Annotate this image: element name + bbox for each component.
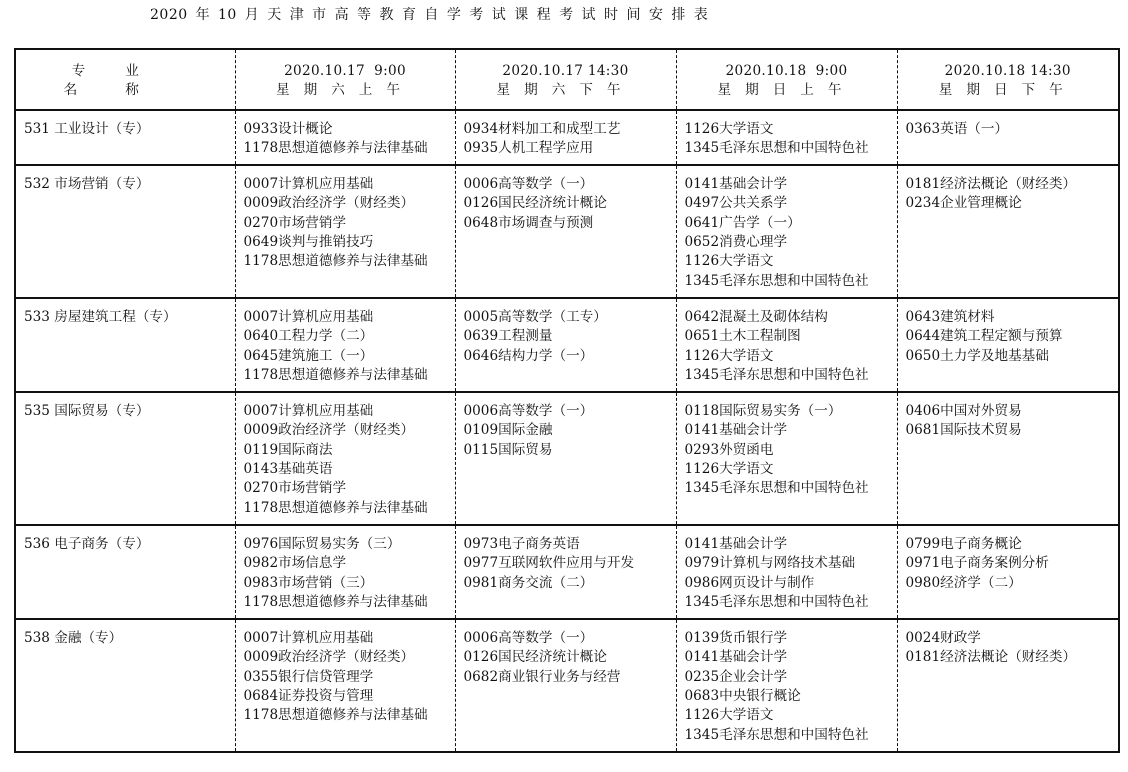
session-date: 2020.10.17 14:30	[502, 63, 629, 79]
session-cell	[455, 298, 676, 392]
course-item: 0406中国对外贸易	[905, 403, 1022, 420]
course-item: 0646结构力学（一）	[463, 347, 594, 364]
session-cell	[676, 110, 897, 166]
course-item: 0235企业会计学	[684, 668, 788, 685]
course-item: 0651土木工程制图	[684, 328, 801, 345]
course-item: 0980经济学（二）	[905, 574, 1022, 591]
session-cell	[897, 392, 1119, 525]
course-item: 0363英语（一）	[905, 120, 1009, 137]
session-header-1	[235, 49, 455, 110]
course-item: 0799电子商务概论	[905, 535, 1022, 552]
course-item: 0009政治经济学（财经类）	[243, 195, 415, 212]
course-item: 0684证券投资与管理	[243, 688, 374, 705]
course-item: 0139货币银行学	[684, 630, 788, 647]
course-item: 1345毛泽东思想和中国特色社	[684, 480, 869, 497]
session-cell	[235, 165, 455, 298]
schedule-body	[15, 110, 1119, 752]
session-header-4	[897, 49, 1119, 110]
session-header-2	[455, 49, 676, 110]
course-item: 1178思想道德修养与法律基础	[243, 499, 428, 516]
course-item: 0641广告学（一）	[684, 214, 801, 231]
session-header-3	[676, 49, 897, 110]
session-label: 星期日上午	[717, 82, 856, 99]
course-item: 1126大学语文	[684, 347, 774, 364]
course-item: 0119国际商法	[243, 441, 333, 458]
course-item: 0270市场营销学	[243, 214, 347, 231]
session-date: 2020.10.18 9:00	[725, 63, 848, 79]
session-label: 星期六上午	[276, 82, 414, 99]
header-row	[15, 49, 1119, 110]
course-item: 0645建筑施工（一）	[243, 347, 374, 364]
session-cell	[897, 298, 1119, 392]
course-item: 0648市场调查与预测	[463, 214, 594, 231]
course-item: 0006高等数学（一）	[463, 403, 594, 420]
course-item: 0982市场信息学	[243, 555, 347, 572]
session-date: 2020.10.18 14:30	[944, 63, 1071, 79]
course-item: 1178思想道德修养与法律基础	[243, 707, 428, 724]
course-item: 0971电子商务案例分析	[905, 555, 1049, 572]
major-header-line1: 专业	[71, 63, 179, 79]
course-item: 0355银行信贷管理学	[243, 668, 374, 685]
course-item: 0649谈判与推销技巧	[243, 234, 374, 251]
exam-schedule-table	[14, 48, 1120, 753]
session-date: 2020.10.17 9:00	[284, 63, 406, 79]
course-item: 1178思想道德修养与法律基础	[243, 366, 428, 383]
course-item: 0270市场营销学	[243, 480, 347, 497]
session-cell	[455, 110, 676, 166]
course-item: 0141基础会计学	[684, 535, 788, 552]
session-cell	[676, 165, 897, 298]
course-item: 1126大学语文	[684, 253, 774, 270]
course-item: 0933设计概论	[243, 120, 333, 137]
course-item: 0652消费心理学	[684, 234, 788, 251]
session-cell	[455, 165, 676, 298]
course-item: 0109国际金融	[463, 422, 553, 439]
course-item: 1345毛泽东思想和中国特色社	[684, 272, 869, 289]
course-item: 0976国际贸易实务（三）	[243, 535, 401, 552]
session-cell	[455, 619, 676, 752]
course-item: 0181经济法概论（财经类）	[905, 649, 1077, 666]
course-item: 1178思想道德修养与法律基础	[243, 593, 428, 610]
major-cell: 532 市场营销（专）	[15, 165, 235, 298]
course-item: 0650土力学及地基基础	[905, 347, 1049, 364]
session-cell	[897, 525, 1119, 619]
course-item: 0126国民经济统计概论	[463, 195, 607, 212]
major-cell: 531 工业设计（专）	[15, 110, 235, 166]
course-item: 0181经济法概论（财经类）	[905, 176, 1077, 193]
course-item: 0977互联网软件应用与开发	[463, 555, 635, 572]
session-cell	[235, 298, 455, 392]
table-row	[15, 165, 1119, 298]
course-item: 0024财政学	[905, 630, 981, 647]
course-item: 0141基础会计学	[684, 649, 788, 666]
major-cell: 533 房屋建筑工程（专）	[15, 298, 235, 392]
page-title: 2020 年 10 月 天 津 市 高 等 教 育 自 学 考 试 课 程 考 试 时 间 安 排 表	[150, 7, 709, 23]
session-cell	[235, 525, 455, 619]
course-item: 0973电子商务英语	[463, 535, 580, 552]
course-item: 0007计算机应用基础	[243, 403, 374, 420]
course-item: 0986网页设计与制作	[684, 574, 815, 591]
session-cell	[235, 619, 455, 752]
course-item: 0293外贸函电	[684, 441, 774, 458]
course-item: 0644建筑工程定额与预算	[905, 328, 1063, 345]
session-label: 星期日下午	[938, 82, 1077, 99]
course-item: 0005高等数学（工专）	[463, 308, 607, 325]
session-cell	[455, 525, 676, 619]
session-cell	[676, 392, 897, 525]
course-item: 0007计算机应用基础	[243, 176, 374, 193]
session-cell	[235, 110, 455, 166]
course-item: 1126大学语文	[684, 707, 774, 724]
course-item: 1178思想道德修养与法律基础	[243, 253, 428, 270]
course-item: 1178思想道德修养与法律基础	[243, 139, 428, 156]
course-item: 0934材料加工和成型工艺	[463, 120, 621, 137]
major-cell: 538 金融（专）	[15, 619, 235, 752]
course-item: 0009政治经济学（财经类）	[243, 422, 415, 439]
table-row	[15, 110, 1119, 166]
major-cell: 535 国际贸易（专）	[15, 392, 235, 525]
course-item: 0007计算机应用基础	[243, 630, 374, 647]
major-header-line2: 名称	[63, 82, 187, 99]
session-cell	[676, 525, 897, 619]
course-item: 0640工程力学（二）	[243, 328, 374, 345]
course-item: 0981商务交流（二）	[463, 574, 594, 591]
course-item: 1345毛泽东思想和中国特色社	[684, 366, 869, 383]
course-item: 0639工程测量	[463, 328, 553, 345]
course-item: 0006高等数学（一）	[463, 630, 594, 647]
session-cell	[676, 298, 897, 392]
major-column-header	[15, 49, 235, 110]
course-item: 0683中央银行概论	[684, 688, 801, 705]
session-cell	[897, 165, 1119, 298]
course-item: 0118国际贸易实务（一）	[684, 403, 842, 420]
session-cell	[235, 392, 455, 525]
session-cell	[676, 619, 897, 752]
course-item: 0682商业银行业务与经营	[463, 668, 621, 685]
course-item: 0141基础会计学	[684, 176, 788, 193]
course-item: 0009政治经济学（财经类）	[243, 649, 415, 666]
course-item: 0141基础会计学	[684, 422, 788, 439]
table-row	[15, 525, 1119, 619]
major-cell: 536 电子商务（专）	[15, 525, 235, 619]
course-item: 0143基础英语	[243, 461, 333, 478]
course-item: 0234企业管理概论	[905, 195, 1022, 212]
session-cell	[897, 619, 1119, 752]
table-row	[15, 392, 1119, 525]
course-item: 1345毛泽东思想和中国特色社	[684, 726, 869, 743]
table-row	[15, 298, 1119, 392]
course-item: 1345毛泽东思想和中国特色社	[684, 139, 869, 156]
course-item: 1345毛泽东思想和中国特色社	[684, 593, 869, 610]
session-label: 星期六下午	[496, 82, 635, 99]
course-item: 0681国际技术贸易	[905, 422, 1022, 439]
course-item: 0497公共关系学	[684, 195, 788, 212]
course-item: 1126大学语文	[684, 120, 774, 137]
course-item: 0935人机工程学应用	[463, 139, 594, 156]
course-item: 0983市场营销（三）	[243, 574, 374, 591]
course-item: 0642混凝土及砌体结构	[684, 308, 828, 325]
course-item: 0007计算机应用基础	[243, 308, 374, 325]
session-cell	[897, 110, 1119, 166]
course-item: 0643建筑材料	[905, 308, 995, 325]
course-item: 0126国民经济统计概论	[463, 649, 607, 666]
course-item: 1126大学语文	[684, 461, 774, 478]
course-item: 0006高等数学（一）	[463, 176, 594, 193]
session-cell	[455, 392, 676, 525]
table-row	[15, 619, 1119, 752]
course-item: 0979计算机与网络技术基础	[684, 555, 856, 572]
course-item: 0115国际贸易	[463, 441, 553, 458]
